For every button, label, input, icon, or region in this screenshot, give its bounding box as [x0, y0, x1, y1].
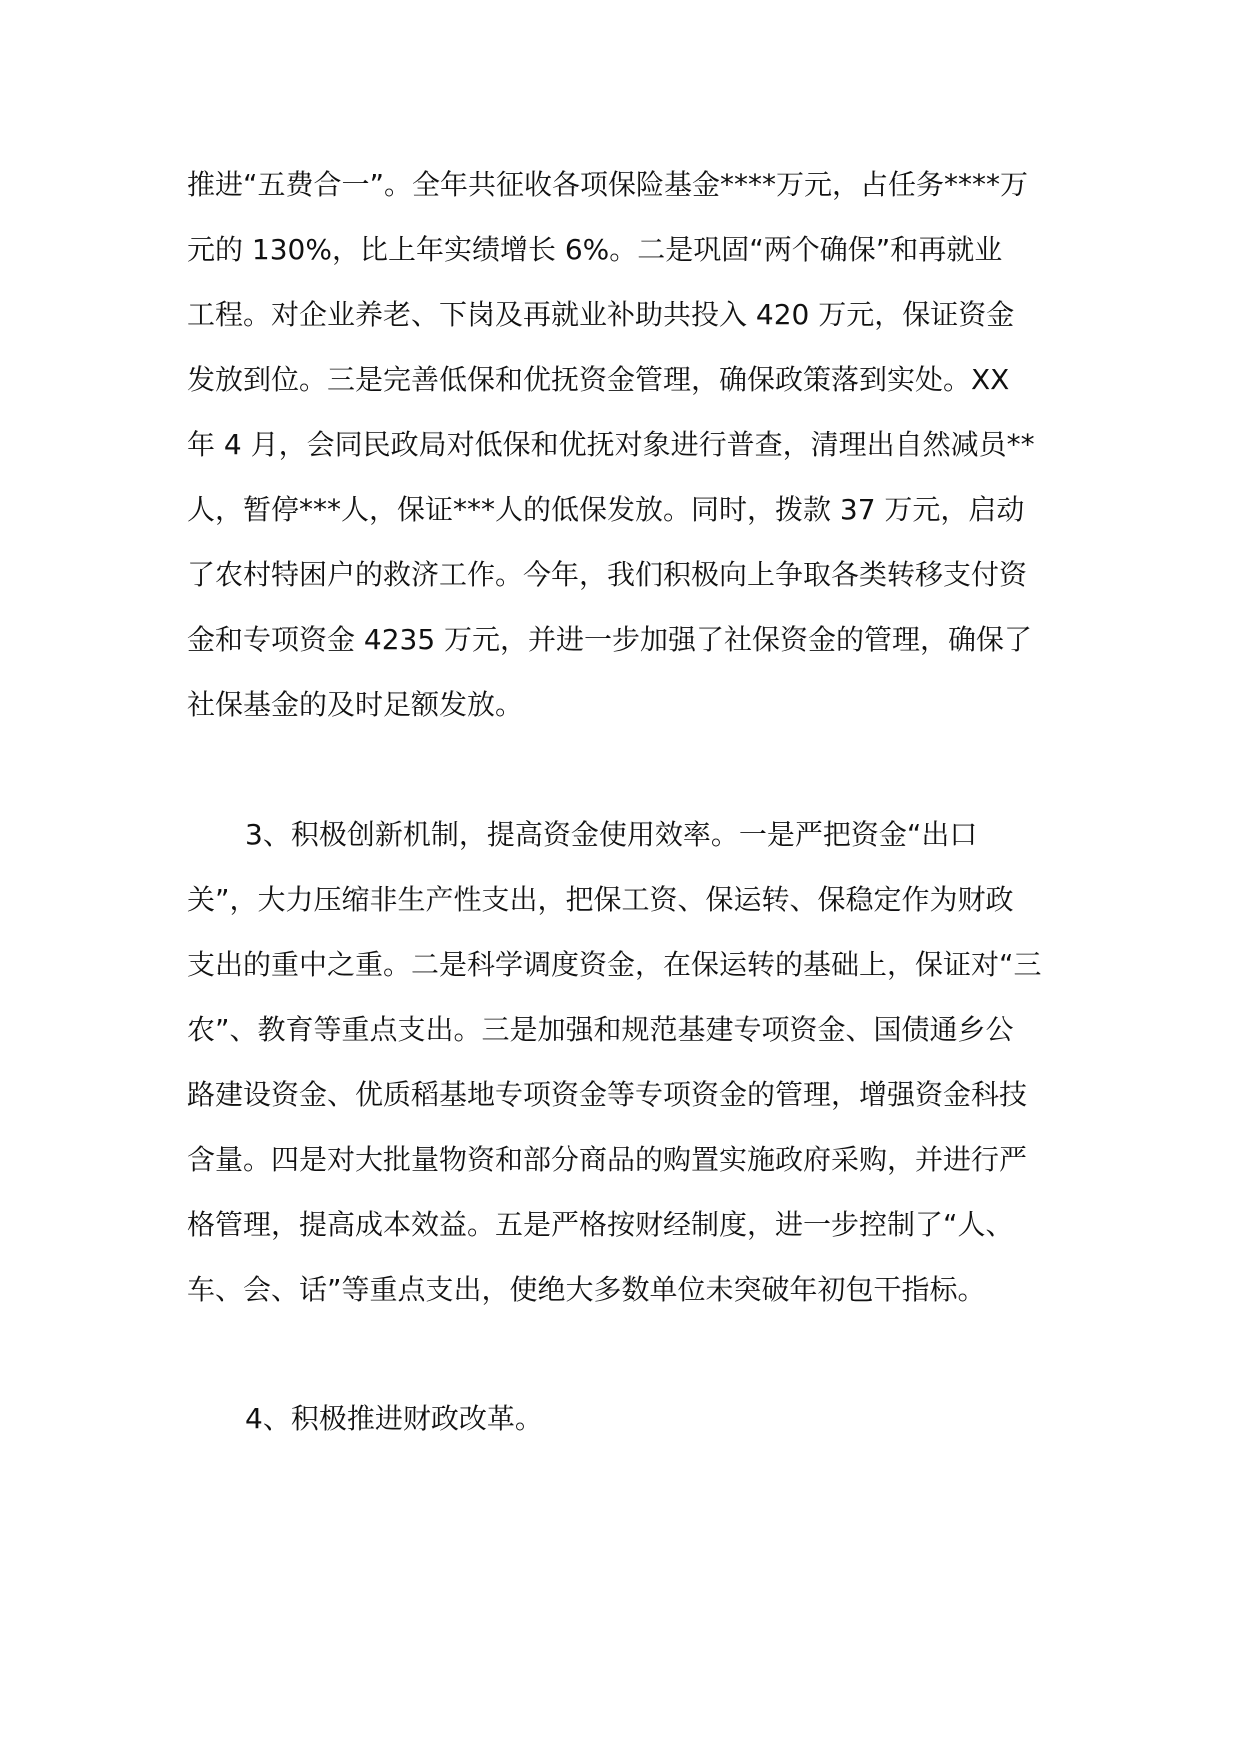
paragraph-line: 推进“五费合一”。全年共征收各项保险基金****万元，占任务****万	[187, 168, 1029, 201]
paragraph-innovation-mechanism	[187, 802, 1057, 1322]
paragraph-line: 农”、教育等重点支出。三是加强和规范基建专项资金、国债通乡公	[187, 1013, 1014, 1046]
paragraph-social-security-funds	[187, 152, 1057, 737]
paragraph-line: 年 4 月，会同民政局对低保和优抚对象进行普查，清理出自然减员**	[187, 428, 1035, 461]
paragraph-heading-line: 3、积极创新机制，提高资金使用效率。一是严把资金“出口	[245, 818, 978, 851]
paragraph-line: 关”，大力压缩非生产性支出，把保工资、保运转、保稳定作为财政	[187, 883, 1014, 916]
paragraph-line: 含量。四是对大批量物资和部分商品的购置实施政府采购，并进行严	[187, 1143, 1028, 1176]
paragraph-line: 社保基金的及时足额发放。	[187, 688, 524, 721]
paragraph-line: 车、会、话”等重点支出，使绝大多数单位未突破年初包干指标。	[187, 1273, 986, 1306]
paragraph-line: 工程。对企业养老、下岗及再就业补助共投入 420 万元，保证资金	[187, 298, 1015, 331]
paragraph-line: 人，暂停***人，保证***人的低保发放。同时，拨款 37 万元，启动	[187, 493, 1025, 526]
paragraph-line: 元的 130%，比上年实绩增长 6%。二是巩固“两个确保”和再就业	[187, 233, 1003, 266]
paragraph-line: 路建设资金、优质稻基地专项资金等专项资金的管理，增强资金科技	[187, 1078, 1028, 1111]
paragraph-line: 格管理，提高成本效益。五是严格按财经制度，进一步控制了“人、	[187, 1208, 1014, 1241]
section-heading: 4、积极推进财政改革。	[245, 1402, 543, 1435]
paragraph-line: 发放到位。三是完善低保和优抚资金管理，确保政策落到实处。XX	[187, 363, 1010, 396]
paragraph-fiscal-reform	[187, 1386, 1057, 1451]
paragraph-line: 金和专项资金 4235 万元，并进一步加强了社保资金的管理，确保了	[187, 623, 1033, 656]
paragraph-line: 了农村特困户的救济工作。今年，我们积极向上争取各类转移支付资	[187, 558, 1028, 591]
paragraph-line: 支出的重中之重。二是科学调度资金，在保运转的基础上，保证对“三	[187, 948, 1042, 981]
